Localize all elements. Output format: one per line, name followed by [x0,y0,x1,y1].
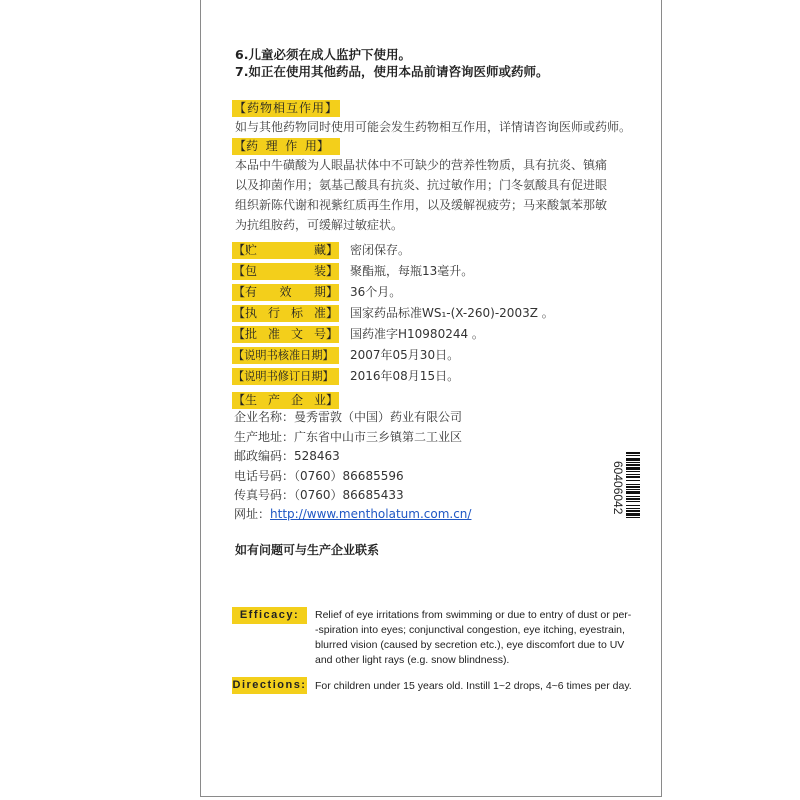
website-row [234,507,471,521]
pharmacology-heading-text: 【药 理 作 用】 [234,139,329,153]
pharmacology-heading [232,138,340,155]
shelf-life-value: 36个月。 [350,285,402,299]
efficacy-line: -spiration into eyes; conjunctival congestion, eye itching, eyestrain, [315,624,625,636]
revision-date-value: 2016年08月15日。 [350,369,460,383]
barcode-bar [626,474,640,475]
standard-value: 国家药品标准WS₁-(X-260)-2003Z 。 [350,306,554,320]
revision-date-label-part: 【说明书修订日期】 [233,370,334,383]
standard-label-part: 准】 [313,306,338,320]
standard-label-part: 行 [267,306,280,320]
manufacturer-heading-part: 业】 [313,393,338,407]
package-label [232,263,339,280]
barcode-bar [626,476,640,478]
storage-label-part: 藏】 [313,243,338,257]
standard-label-part: 【执 [233,306,258,320]
package-label-part: 【包 [233,264,258,278]
barcode-bar [626,498,640,500]
website-label: 网址： [234,507,271,521]
approval-date-label [232,347,339,364]
shelf-life-label [232,284,339,301]
directions-label: Directions: [232,677,307,694]
approval-number-label-part: 【批 [233,327,258,341]
barcode-bar [626,471,640,472]
storage-label [232,242,339,259]
efficacy-line: blurred vision (caused by secretion etc.), eye discomfort due to UV [315,639,625,651]
barcode-bar [626,513,640,516]
manufacturer-heading-part: 企 [290,393,303,407]
manufacturer-heading-part: 【生 [233,393,258,407]
warning-item-6: 6.儿童必须在成人监护下使用。 [235,47,411,62]
barcode-bar [626,455,640,456]
barcode-bar [626,517,640,518]
barcode-bar [626,464,640,466]
efficacy-label: Efficacy: [232,607,307,624]
shelf-life-label-part: 效 [279,285,292,299]
barcode-bar [626,484,640,485]
contact-note: 如有问题可与生产企业联系 [235,543,380,557]
revision-date-label [232,368,339,385]
manufacturer-heading [232,392,339,409]
approval-number-value: 国药准字H10980244 。 [350,327,484,341]
directions-text: For children under 15 years old. Instill 1~2 drops, 4~6 times per day. [315,680,632,692]
storage-label-part: 【贮 [233,243,258,257]
approval-date-label-part: 【说明书核准日期】 [233,349,334,362]
postcode: 邮政编码：528463 [234,449,340,463]
barcode-bar [626,467,640,470]
barcode-bar [626,480,640,481]
approval-date-value: 2007年05月30日。 [350,348,460,362]
barcode-bar [626,458,640,461]
website-link[interactable]: http://www.mentholatum.com.cn/ [270,507,472,521]
barcode-digits: 60406042 [611,461,625,515]
approval-number-label-part: 文 [290,327,303,341]
efficacy-line: and other light rays (e.g. snow blindness). [315,654,510,666]
barcode-bar [626,510,640,512]
barcode-bar [626,452,640,454]
leaflet-panel [200,0,662,797]
pharmacology-line: 本品中牛磺酸为人眼晶状体中不可缺少的营养性物质，具有抗炎、镇痛 [235,158,608,172]
storage-value: 密闭保存。 [350,243,411,257]
pharmacology-line: 为抗组胺药，可缓解过敏症状。 [235,218,404,232]
barcode-bars [626,452,640,518]
barcode-bar [626,491,640,494]
package-value: 聚酯瓶，每瓶13毫升。 [350,264,474,278]
pharmacology-line: 以及抑菌作用；氨基己酸具有抗炎、抗过敏作用；门冬氨酸具有促进眼 [235,178,608,192]
barcode-bar [626,489,640,490]
shelf-life-label-part: 【有 [233,285,258,299]
package-label-part: 装】 [313,264,338,278]
drug-interactions-heading: 【药物相互作用】 [234,101,339,115]
barcode-bar [626,508,640,509]
standard-label [232,305,339,322]
efficacy-line: Relief of eye irritations from swimming or due to entry of dust or per- [315,609,632,621]
manufacturer-heading-part: 产 [267,393,280,407]
company-name: 企业名称：曼秀雷敦（中国）药业有限公司 [234,410,463,424]
phone-number: 电话号码：（0760）86685596 [234,469,404,483]
company-address: 生产地址：广东省中山市三乡镇第二工业区 [234,430,463,444]
pharmacology-line: 组织新陈代谢和视紫红质再生作用，以及缓解视疲劳；马来酸氯苯那敏 [235,198,608,212]
approval-number-label-part: 号】 [313,327,338,341]
approval-number-label [232,326,339,343]
barcode-bar [626,505,640,506]
approval-number-label-part: 准 [267,327,280,341]
barcode-bar [626,462,640,463]
barcode-bar [626,486,640,488]
barcode-bar [626,496,640,497]
fax-number: 传真号码：（0760）86685433 [234,488,404,502]
standard-label-part: 标 [290,306,303,320]
warning-item-7: 7.如正在使用其他药品，使用本品前请咨询医师或药师。 [235,64,549,79]
drug-interactions-text: 如与其他药物同时使用可能会发生药物相互作用，详情请咨询医师或药师。 [235,120,632,134]
shelf-life-label-part: 期】 [313,285,338,299]
barcode-bar [626,501,640,502]
